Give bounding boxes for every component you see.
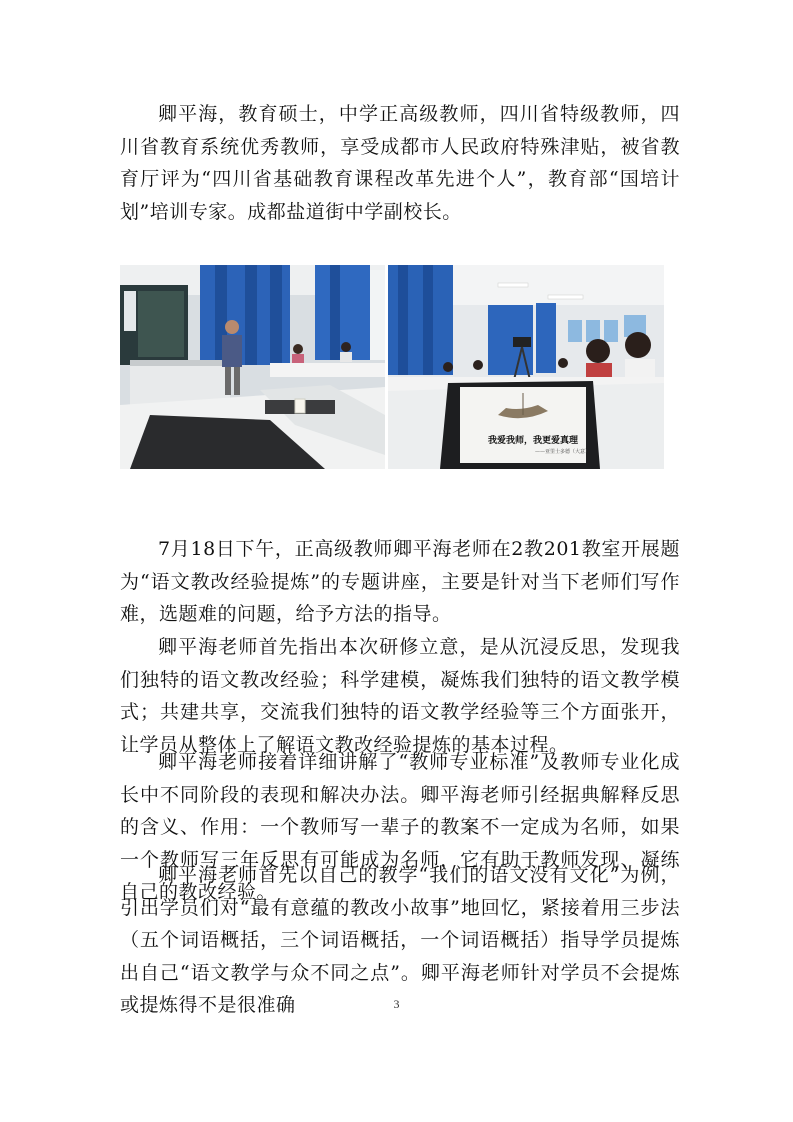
intro-paragraph: 卿平海，教育硕士，中学正高级教师，四川省特级教师，四川省教育系统优秀教师，享受成都市人民政府特殊津贴，被省教育厅评为“四川省基础教育课程改革先进个人”，教育部“国培计划”培训专家。成都盐道街中学副校长。 bbox=[120, 103, 680, 223]
slide-title: 我爱我师，我更爱真理 bbox=[487, 436, 578, 446]
body-paragraph-2: 卿平海老师首先指出本次研修立意，是从沉浸反思，发现我们独特的语文教改经验；科学建模，凝炼我们独特的语文教学模式；共建共享，交流我们独特的语文教学经验等三个方面张开，让学员从整体上了解语文教改经验提炼的基本过程。 bbox=[120, 636, 680, 756]
body-paragraph-4: 卿平海老师首先以自己的教学“我们的语文没有文化”为例，引出学员们对“最有意蕴的教改小故事”地回忆，紧接着用三步法（五个词语概括，三个词语概括，一个词语概括）指导学员提炼出自己“语文教学与众不同之点”。卿平海老师针对学员不会提炼或提炼得不是很准确 bbox=[120, 864, 680, 1016]
lecture-photo-left bbox=[120, 265, 385, 469]
body-paragraph-1: 7月18日下午，正高级教师卿平海老师在2教201教室开展题为“语文教改经验提炼”的专题讲座，主要是针对当下老师们写作难，选题难的问题，给予方法的指导。 bbox=[120, 538, 680, 625]
lecture-photo-right bbox=[388, 265, 664, 469]
classroom-speaker-illustration bbox=[120, 265, 385, 469]
slide-subtitle: ——亚里士多德（大意） bbox=[534, 449, 590, 455]
page-number: 3 bbox=[393, 997, 400, 1011]
body-paragraph-3: 卿平海老师接着详细讲解了“教师专业标准”及教师专业化成长中不同阶段的表现和解决办法。卿平海老师引经据典解释反思的含义、作用：一个教师写一辈子的教案不一定成为名师，如果一个教师写三年反思有可能成为名师，它有助于教师发现、凝练自己的教改经验。 bbox=[120, 751, 680, 903]
